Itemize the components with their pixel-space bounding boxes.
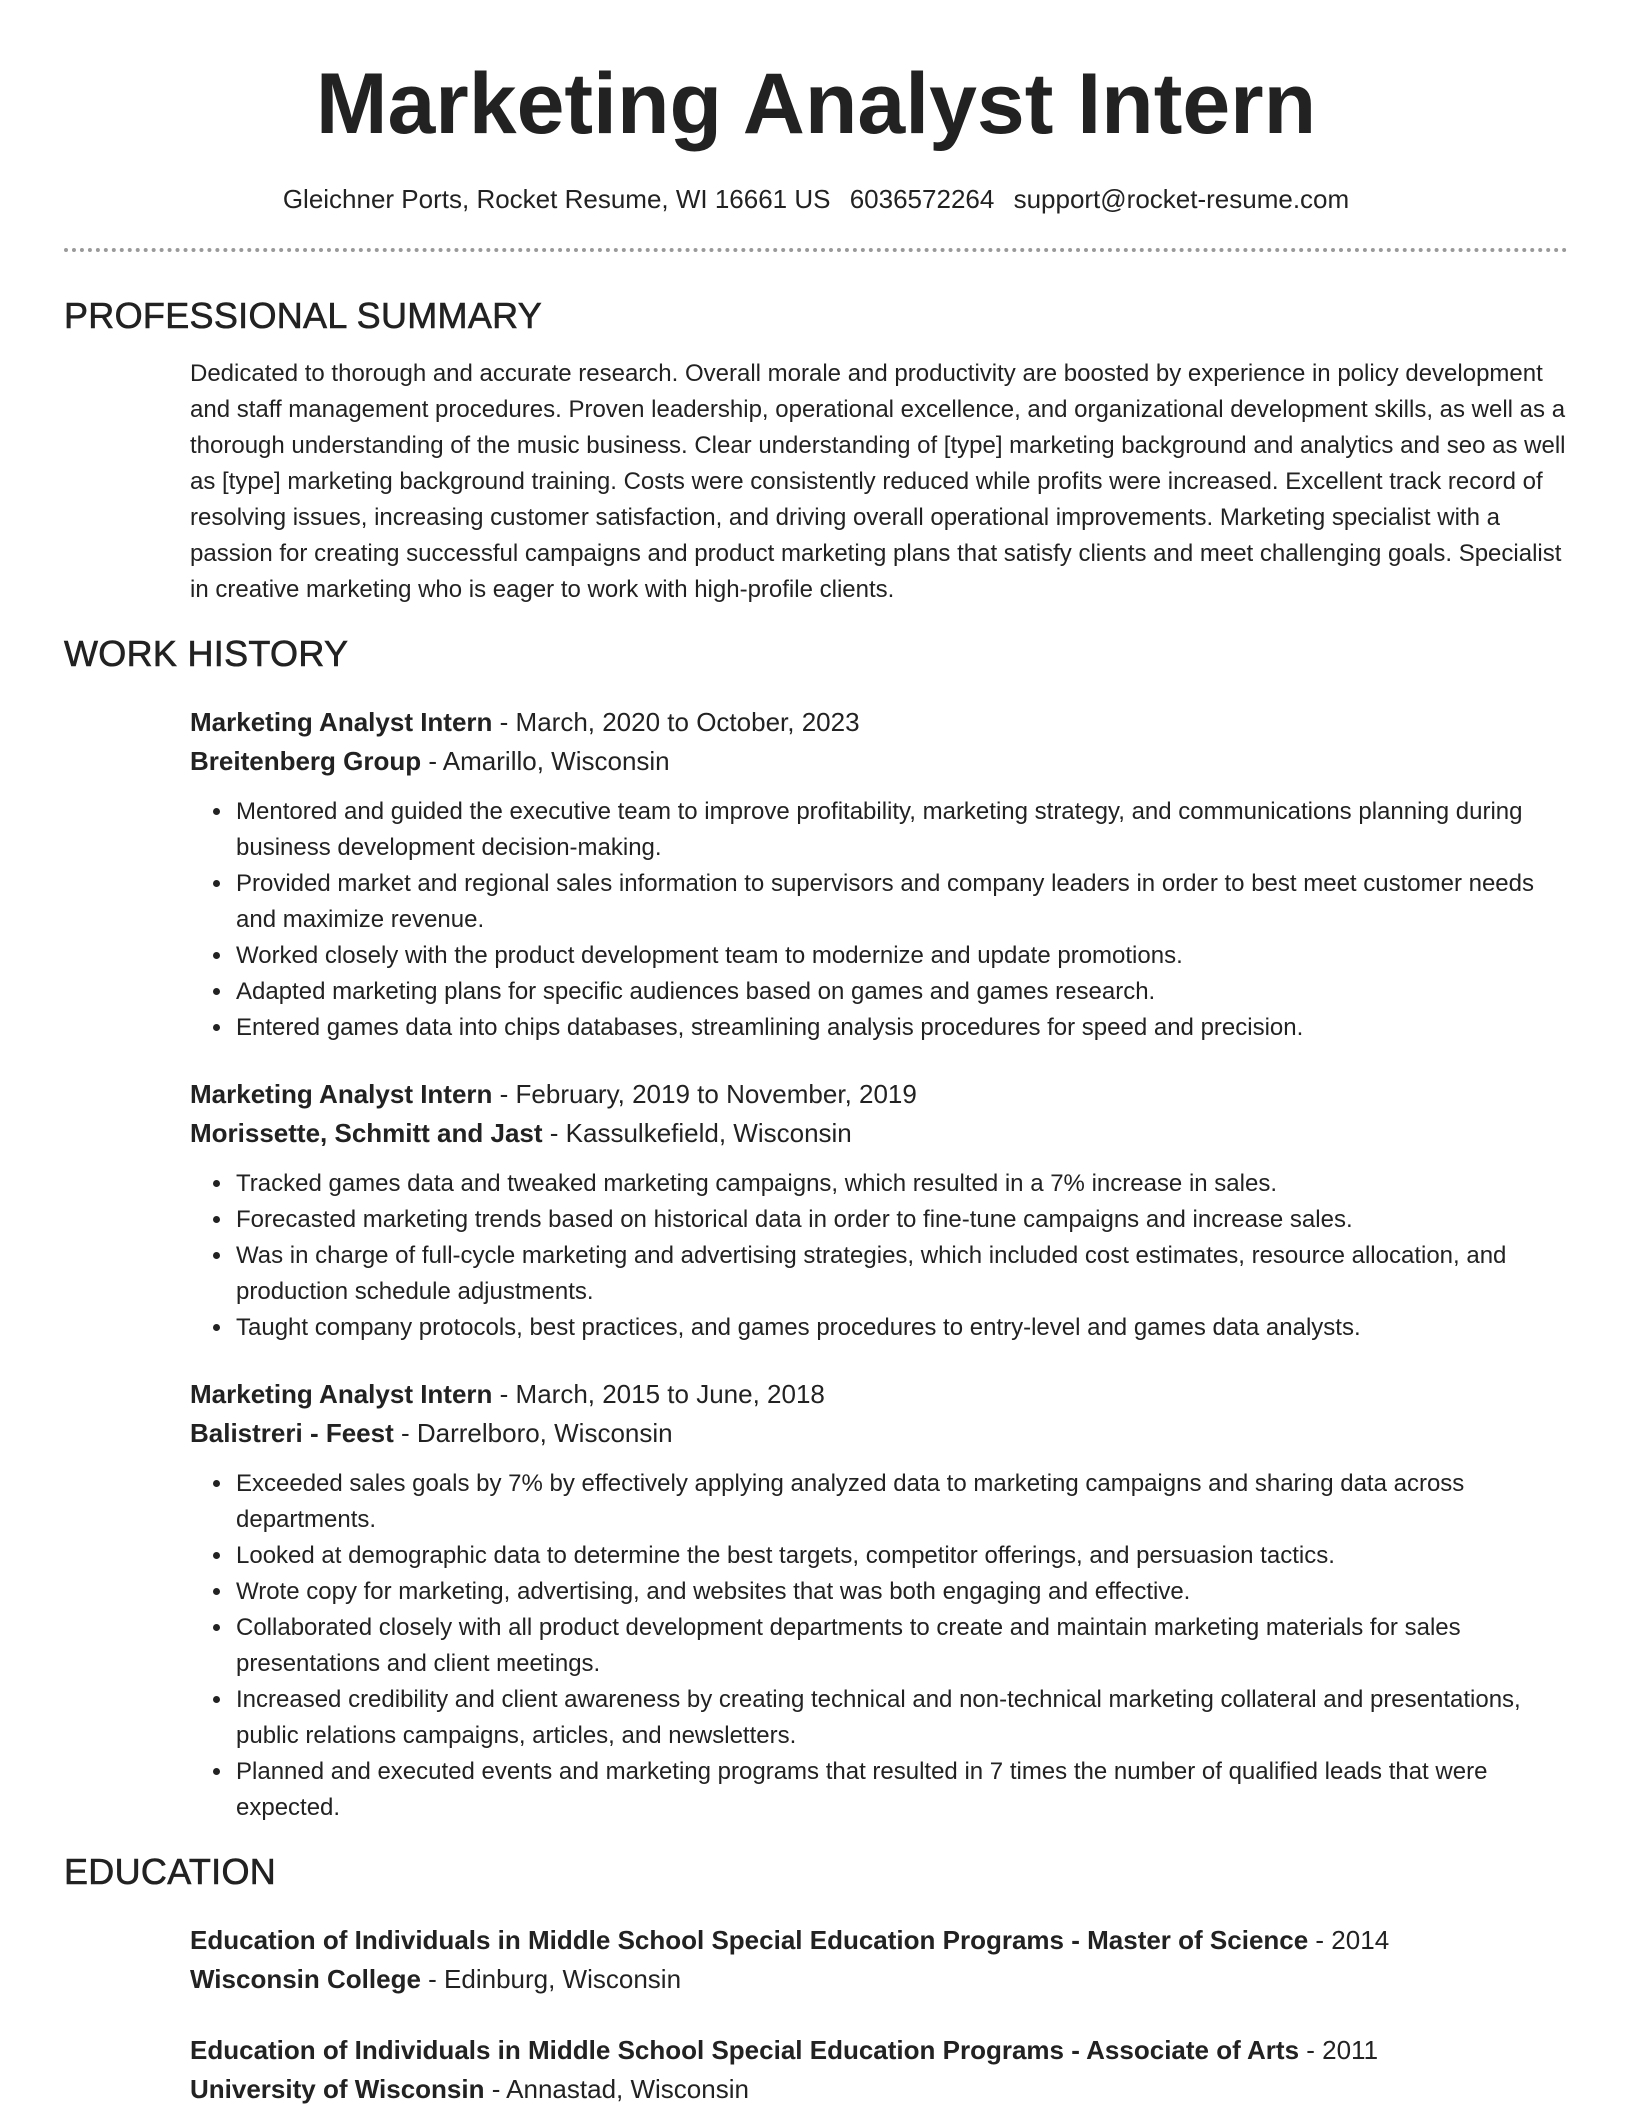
- resume-name: Marketing Analyst Intern: [315, 56, 1317, 152]
- education-degree: Education of Individuals in Middle School Special Education Programs - Master of Science: [190, 1925, 1309, 1955]
- job-bullets: [190, 794, 1568, 1046]
- job-entry: [190, 1074, 1568, 1346]
- job-location: - Darrelboro, Wisconsin: [393, 1418, 673, 1448]
- job-dates: - February, 2019 to November, 2019: [492, 1079, 917, 1109]
- work-history-heading: WORK HISTORY: [64, 633, 349, 674]
- education-entry: [190, 2030, 1568, 2108]
- job-title-line: [190, 1374, 1568, 1414]
- education-entry: [190, 1920, 1568, 1998]
- education-year: - 2014: [1308, 1925, 1390, 1955]
- list-item: • Was in charge of full-cycle marketing and advertising strategies, which included cost estimates, resource allocation, and production schedule adjustments.: [234, 1238, 1568, 1310]
- job-bullets: [190, 1466, 1568, 1826]
- job-company: Morissette, Schmitt and Jast: [190, 1118, 543, 1148]
- list-item: • Forecasted marketing trends based on historical data in order to fine-tune campaigns and increase sales.: [234, 1202, 1568, 1238]
- job-entry: [190, 702, 1568, 1046]
- job-dates: - March, 2015 to June, 2018: [492, 1379, 825, 1409]
- education-location: - Edinburg, Wisconsin: [420, 1964, 682, 1994]
- list-item: • Looked at demographic data to determine the best targets, competitor offerings, and persuasion tactics.: [234, 1538, 1568, 1574]
- job-company: Balistreri - Feest: [190, 1418, 394, 1448]
- education-degree-line: [190, 2030, 1568, 2070]
- contact-address: Gleichner Ports, Rocket Resume, WI 16661 US: [282, 184, 831, 214]
- list-item: • Adapted marketing plans for specific audiences based on games and games research.: [234, 974, 1568, 1010]
- summary-heading: PROFESSIONAL SUMMARY: [64, 295, 543, 336]
- list-item: • Worked closely with the product development team to modernize and update promotions.: [234, 938, 1568, 974]
- job-location: - Kassulkefield, Wisconsin: [542, 1118, 852, 1148]
- list-item: • Increased credibility and client awareness by creating technical and non-technical marketing collateral and presentations, public relations campaigns, articles, and newsletters.: [234, 1682, 1568, 1754]
- education-school: Wisconsin College: [190, 1964, 421, 1994]
- education-school-line: [190, 1960, 1568, 1998]
- job-company-line: [190, 1114, 1568, 1152]
- job-role: Marketing Analyst Intern: [190, 707, 493, 737]
- job-dates: - March, 2020 to October, 2023: [492, 707, 860, 737]
- education-school-line: [190, 2070, 1568, 2108]
- job-company-line: [190, 742, 1568, 780]
- summary-text: Dedicated to thorough and accurate research. Overall morale and productivity are boosted by experience in policy development and staff management procedures. Proven leadership, operational excellence, and organizational development skills, as well as a thorough understanding of the music business. Clear understanding of [type] marketing background and analytics and seo as well as [type] marketing background training. Costs were consistently reduced while profits were increased. Excellent track record of resolving issues, increasing customer satisfaction, and driving overall operational improvements. Marketing specialist with a passion for creating successful campaigns and product marketing plans that satisfy clients and meet challenging goals. Specialist in creative marketing who is eager to work with high-profile clients.: [190, 360, 1566, 603]
- job-title-line: [190, 702, 1568, 742]
- contact-line: [64, 182, 1568, 216]
- education-year: - 2011: [1299, 2035, 1379, 2065]
- list-item: • Collaborated closely with all product development departments to create and maintain marketing materials for sales presentations and client meetings.: [234, 1610, 1568, 1682]
- list-item: • Wrote copy for marketing, advertising, and websites that was both engaging and effective.: [234, 1574, 1568, 1610]
- job-title-line: [190, 1074, 1568, 1114]
- list-item: • Exceeded sales goals by 7% by effectively applying analyzed data to marketing campaigns and sharing data across departments.: [234, 1466, 1568, 1538]
- education-degree: Education of Individuals in Middle School Special Education Programs - Associate of Arts: [190, 2035, 1300, 2065]
- list-item: • Planned and executed events and marketing programs that resulted in 7 times the number of qualified leads that were expected.: [234, 1754, 1568, 1826]
- job-company: Breitenberg Group: [190, 746, 422, 776]
- job-role: Marketing Analyst Intern: [190, 1079, 493, 1109]
- header-divider: [64, 248, 1568, 252]
- list-item: • Mentored and guided the executive team to improve profitability, marketing strategy, and communications planning during business development decision-making.: [234, 794, 1568, 866]
- list-item: • Provided market and regional sales information to supervisors and company leaders in order to best meet customer needs and maximize revenue.: [234, 866, 1568, 938]
- list-item: • Tracked games data and tweaked marketing campaigns, which resulted in a 7% increase in sales.: [234, 1166, 1568, 1202]
- contact-phone: 6036572264: [849, 184, 995, 214]
- list-item: • Taught company protocols, best practices, and games procedures to entry-level and games data analysts.: [234, 1310, 1568, 1346]
- contact-email: support@rocket-resume.com: [1013, 184, 1350, 214]
- job-company-line: [190, 1414, 1568, 1452]
- education-school: University of Wisconsin: [190, 2074, 485, 2104]
- job-role: Marketing Analyst Intern: [190, 1379, 493, 1409]
- job-location: - Amarillo, Wisconsin: [421, 746, 670, 776]
- job-bullets: [190, 1166, 1568, 1346]
- job-entry: [190, 1374, 1568, 1826]
- education-location: - Annastad, Wisconsin: [484, 2074, 749, 2104]
- list-item: • Entered games data into chips databases, streamlining analysis procedures for speed and precision.: [234, 1010, 1568, 1046]
- education-heading: EDUCATION: [64, 1851, 277, 1892]
- education-degree-line: [190, 1920, 1568, 1960]
